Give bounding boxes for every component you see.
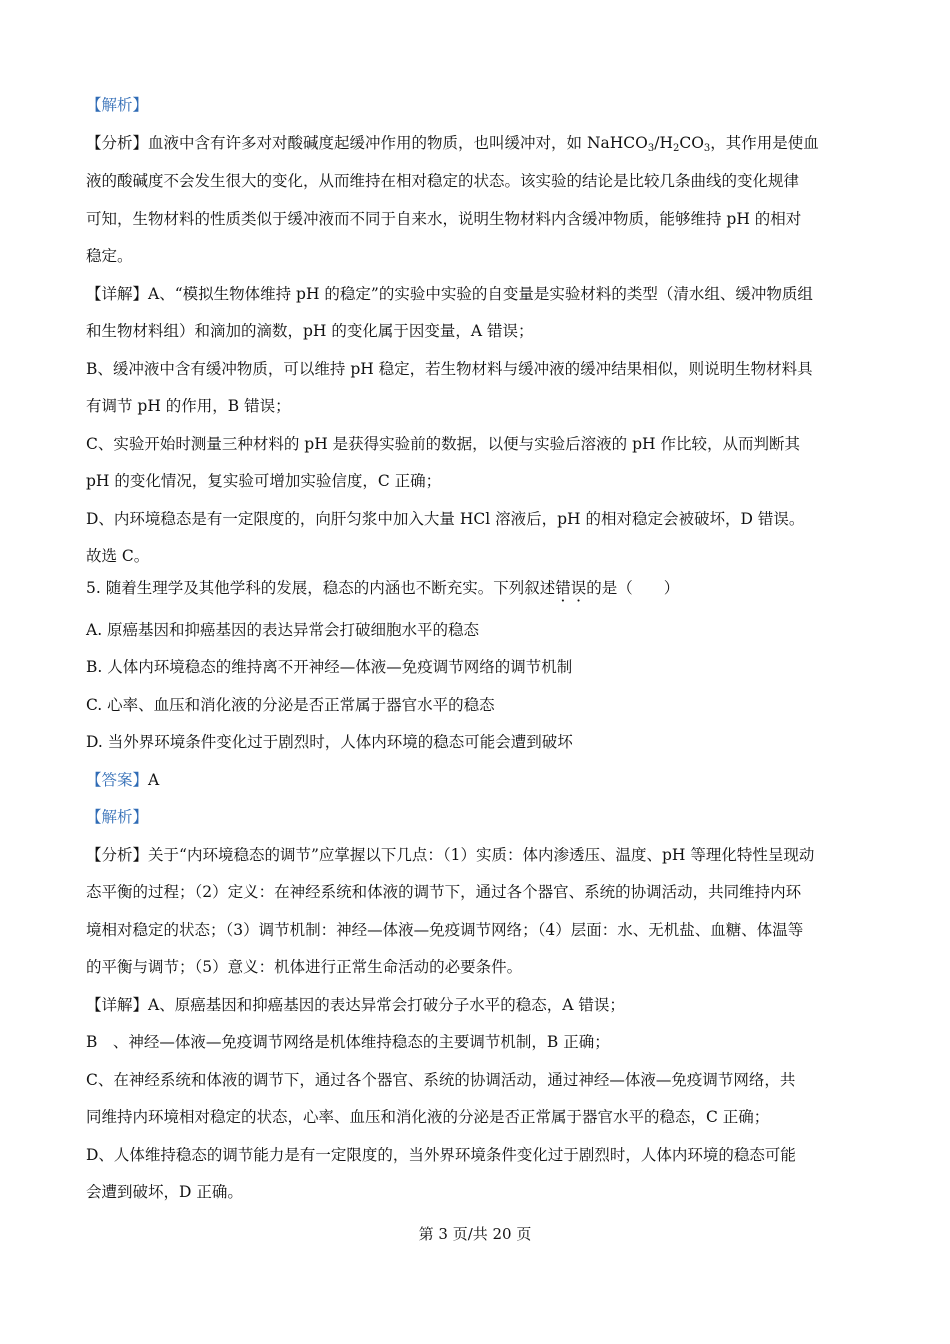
detail-1-line-7: D、内环境稳态是有一定限度的，向肝匀浆中加入大量 HCl 溶液后，pH 的相对稳定会被破坏，D 错误。 [86,510,805,528]
analysis-1-line-3: 可知，生物材料的性质类似于缓冲液而不同于自来水，说明生物材料内含缓冲物质，能够维持 pH 的相对 [86,210,802,228]
analysis-1-line-4: 稳定。 [86,247,133,265]
detail-1-line-2: 和生物材料组）和滴加的滴数，pH 的变化属于因变量，A 错误； [86,322,534,340]
detail-2-line-6: 会遭到破坏，D 正确。 [86,1183,243,1201]
analysis-2-line-1: 【分析】关于“内环境稳态的调节”应掌握以下几点：（1）实质：体内渗透压、温度、pH 等理化特性呈现动 [86,846,815,864]
section-tag: 【详解】 [86,285,149,303]
emphasis-dot-char: 错 [555,579,571,597]
detail-1-line-3: B、缓冲液中含有缓冲物质，可以维持 pH 稳定，若生物材料与缓冲液的缓冲结果相似，则说明生物材料具 [86,360,813,378]
section-tag: 【分析】 [86,134,149,152]
detail-2-line-1: 【详解】A、原癌基因和抑癌基因的表达异常会打破分子水平的稳态，A 错误； [86,996,625,1014]
page-footer: 第 3 页/共 20 页 [418,1225,532,1243]
question-5-option-a: A. 原癌基因和抑癌基因的表达异常会打破细胞水平的稳态 [86,621,480,639]
detail-1-line-4: 有调节 pH 的作用，B 错误； [86,397,291,415]
detail-2-line-4: 同维持内环境相对稳定的状态，心率、血压和消化液的分泌是否正常属于器官水平的稳态，C 正确； [86,1108,770,1126]
section-tag: 【分析】 [86,846,149,864]
detail-1-line-6: pH 的变化情况，复实验可增加实验信度，C 正确； [86,472,442,490]
question-5-option-d: D. 当外界环境条件变化过于剧烈时，人体内环境的稳态可能会遭到破坏 [86,733,573,751]
detail-2-line-2: B 、神经—体液—免疫调节网络是机体维持稳态的主要调节机制，B 正确； [86,1033,610,1051]
section-tag: 【答案】 [86,771,149,789]
detail-2-line-5: D、人体维持稳态的调节能力是有一定限度的，当外界环境条件变化过于剧烈时，人体内环境的稳态可能 [86,1146,796,1164]
emphasis-dot-char: 误 [570,579,587,597]
jiexi-heading-1 [86,95,148,115]
detail-1-line-8: 故选 C。 [86,547,150,565]
section-tag: 【解析】 [86,808,149,826]
question-5-option-c: C. 心率、血压和消化液的分泌是否正常属于器官水平的稳态 [86,696,495,714]
answer-value: A [148,771,160,789]
detail-1-line-1: 【详解】A、“模拟生物体维持 pH 的稳定”的实验中实验的自变量是实验材料的类型（清水组、缓冲物质组 [86,285,813,303]
analysis-1-line-2: 液的酸碱度不会发生很大的变化，从而维持在相对稳定的状态。该实验的结论是比较几条曲线的变化规律 [86,172,800,190]
analysis-2-line-3: 境相对稳定的状态；（3）调节机制：神经—体液—免疫调节网络；（4）层面：水、无机盐、血糖、体温等 [86,921,804,939]
detail-2-line-3: C、在神经系统和体液的调节下，通过各个器官、系统的协调活动，通过神经—体液—免疫调节网络，共 [86,1071,796,1089]
analysis-2-line-4: 的平衡与调节；（5）意义：机体进行正常生命活动的必要条件。 [86,958,523,976]
question-5-stem: 5. 随着生理学及其他学科的发展，稳态的内涵也不断充实。下列叙述错误的是（ ） [86,579,680,597]
answer-line [86,770,159,790]
question-5-option-b: B. 人体内环境稳态的维持离不开神经—体液—免疫调节网络的调节机制 [86,658,573,676]
section-tag: 【解析】 [86,96,149,114]
detail-1-line-5: C、实验开始时测量三种材料的 pH 是获得实验前的数据，以便与实验后溶液的 pH 作比较，从而判断其 [86,435,800,453]
analysis-1-line-1: 【分析】血液中含有许多对对酸碱度起缓冲作用的物质，也叫缓冲对，如 $NaHCO_3/H_2CO_3$，其作用是使血 [86,134,819,154]
section-tag: 【详解】 [86,996,149,1014]
analysis-2-line-2: 态平衡的过程；（2）定义：在神经系统和体液的调节下，通过各个器官、系统的协调活动，共同维持内环 [86,883,802,901]
jiexi-heading-2 [86,807,148,827]
